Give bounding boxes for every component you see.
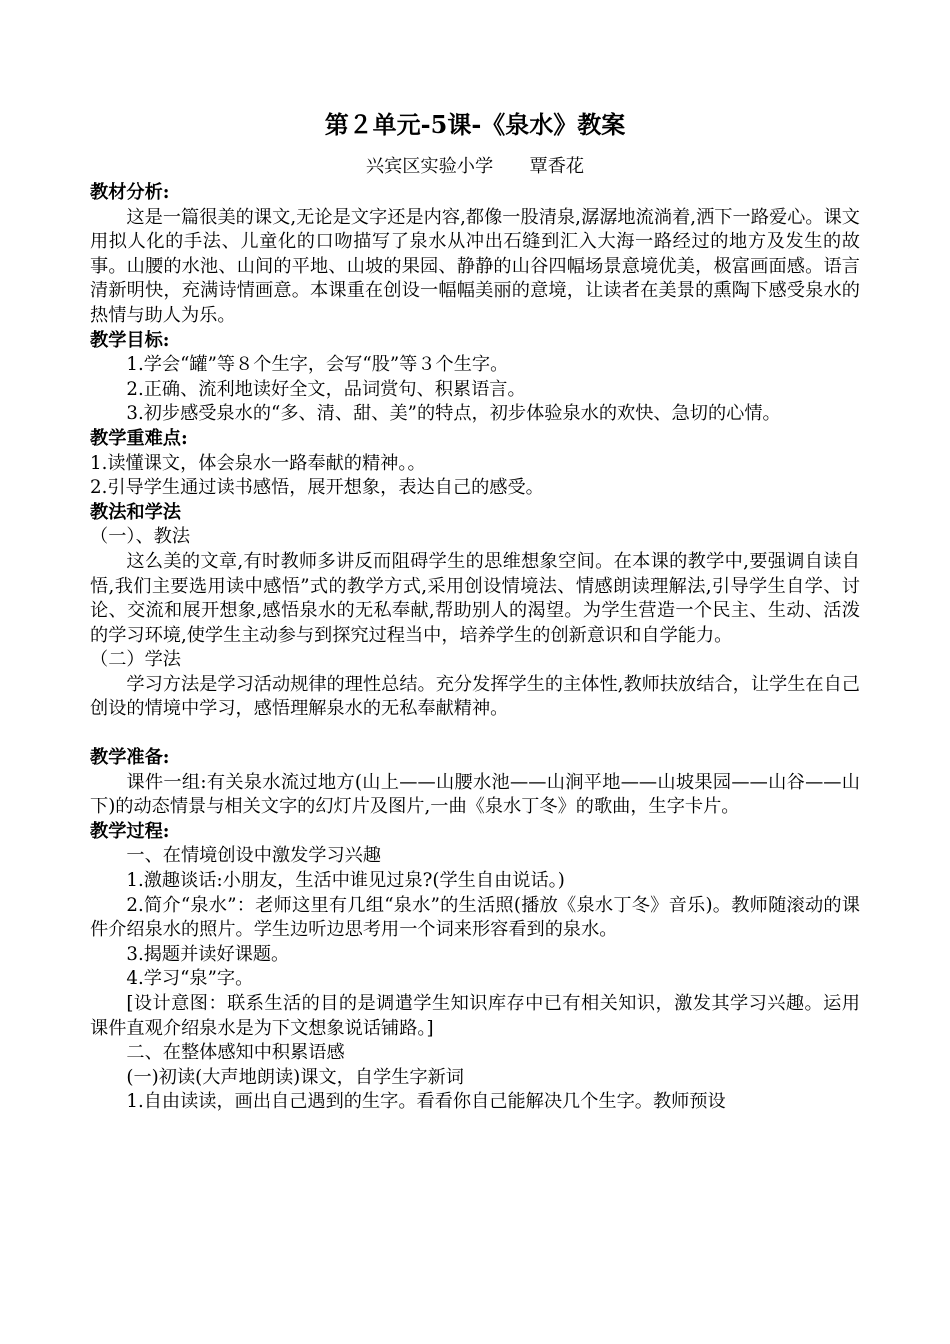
goal-item: 1.学会“罐”等８个生字，会写“股”等３个生字。	[126, 354, 509, 376]
methods-heading: 教法和学法	[90, 501, 181, 523]
goal-item: 2.正确、流利地读好全文，品词赏句、积累语言。	[126, 378, 526, 400]
process-line: 一、在情境创设中激发学习兴趣	[126, 845, 382, 867]
teach-method-heading: （一）、教法	[90, 526, 191, 548]
goal-item: 3.初步感受泉水的“多、清、甜、美”的特点，初步体验泉水的欢快、急切的心情。	[126, 403, 781, 425]
learn-method-heading: （二）学法	[90, 649, 181, 671]
page-title: 第２单元-5课-《泉水》教案	[324, 110, 626, 139]
process-line: 2.简介“泉水”：老师这里有几组“泉水”的生活照(播放《泉水丁冬》音乐)。教师随滚动的课件介绍泉水的照片。学生边听边思考用一个词来形容看到的泉水。	[90, 894, 860, 941]
analysis-body: 这是一篇很美的课文,无论是文字还是内容,都像一股清泉,潺潺地流淌着,洒下一路爱心。课文用拟人化的手法、儿童化的口吻描写了泉水从冲出石缝到汇入大海一路经过的地方及发生的故事。山腰的水池、山间的平地、山坡的果园、静静的山谷四幅场景意境优美，极富画面感。语言清新明快，充满诗情画意。本课重在创设一幅幅美丽的意境，让读者在美景的熏陶下感受泉水的热情与助人为乐。	[90, 206, 860, 326]
process-line: 1.激趣谈话:小朋友，生活中谁见过泉?(学生自由说话。)	[126, 870, 565, 892]
process-heading: 教学过程:	[90, 820, 170, 842]
prep-heading: 教学准备:	[90, 747, 170, 769]
design-intent-note: [设计意图：联系生活的目的是调遣学生知识库存中已有相关知识，激发其学习兴趣。运用课件直观介绍泉水是为下文想象说话铺路。]	[90, 993, 860, 1039]
spacer	[90, 722, 860, 746]
learn-method-body: 学习方法是学习活动规律的理性总结。充分发挥学生的主体性,教师扶放结合，让学生在自己创设的情境中学习，感悟理解泉水的无私奉献精神。	[90, 673, 860, 720]
goals-heading: 教学目标:	[90, 329, 170, 351]
key-point-item: 1.读懂课文，体会泉水一路奉献的精神。。	[90, 452, 426, 474]
process-line: 1.自由读读，画出自己遇到的生字。看看你自己能解决几个生字。教师预设	[126, 1091, 726, 1113]
teach-method-body: 这么美的文章,有时教师多讲反而阻碍学生的思维想象空间。在本课的教学中,要强调自读自悟,我们主要选用读中感悟”式的教学方式,采用创设情境法、情感朗读理解法,引导学生自学、讨论、交流和展开想象,感悟泉水的无私奉献,帮助别人的渴望。为学生营造一个民主、生动、活泼的学习环境,使学生主动参与到探究过程当中，培养学生的创新意识和自学能力。	[90, 550, 860, 646]
document-page	[90, 100, 860, 1115]
process-line: 4.学习“泉”字。	[126, 968, 254, 990]
key-points-heading: 教学重难点:	[90, 427, 188, 449]
author-line: 兴宾区实验小学 覃香花	[365, 156, 585, 177]
process-line: 3.揭题并读好课题。	[126, 943, 290, 965]
analysis-heading: 教材分析:	[90, 182, 170, 203]
process-line: (一)初读(大声地朗读)课文，自学生字新词	[126, 1066, 464, 1088]
process-line: 二、在整体感知中积累语感	[126, 1042, 345, 1064]
key-point-item: 2.引导学生通过读书感悟，展开想象，表达自己的感受。	[90, 477, 544, 499]
prep-body: 课件一组:有关泉水流过地方(山上——山腰水池——山涧平地——山坡果园——山谷——山下)的动态情景与相关文字的幻灯片及图片,一曲《泉水丁冬》的歌曲，生字卡片。	[90, 771, 860, 818]
